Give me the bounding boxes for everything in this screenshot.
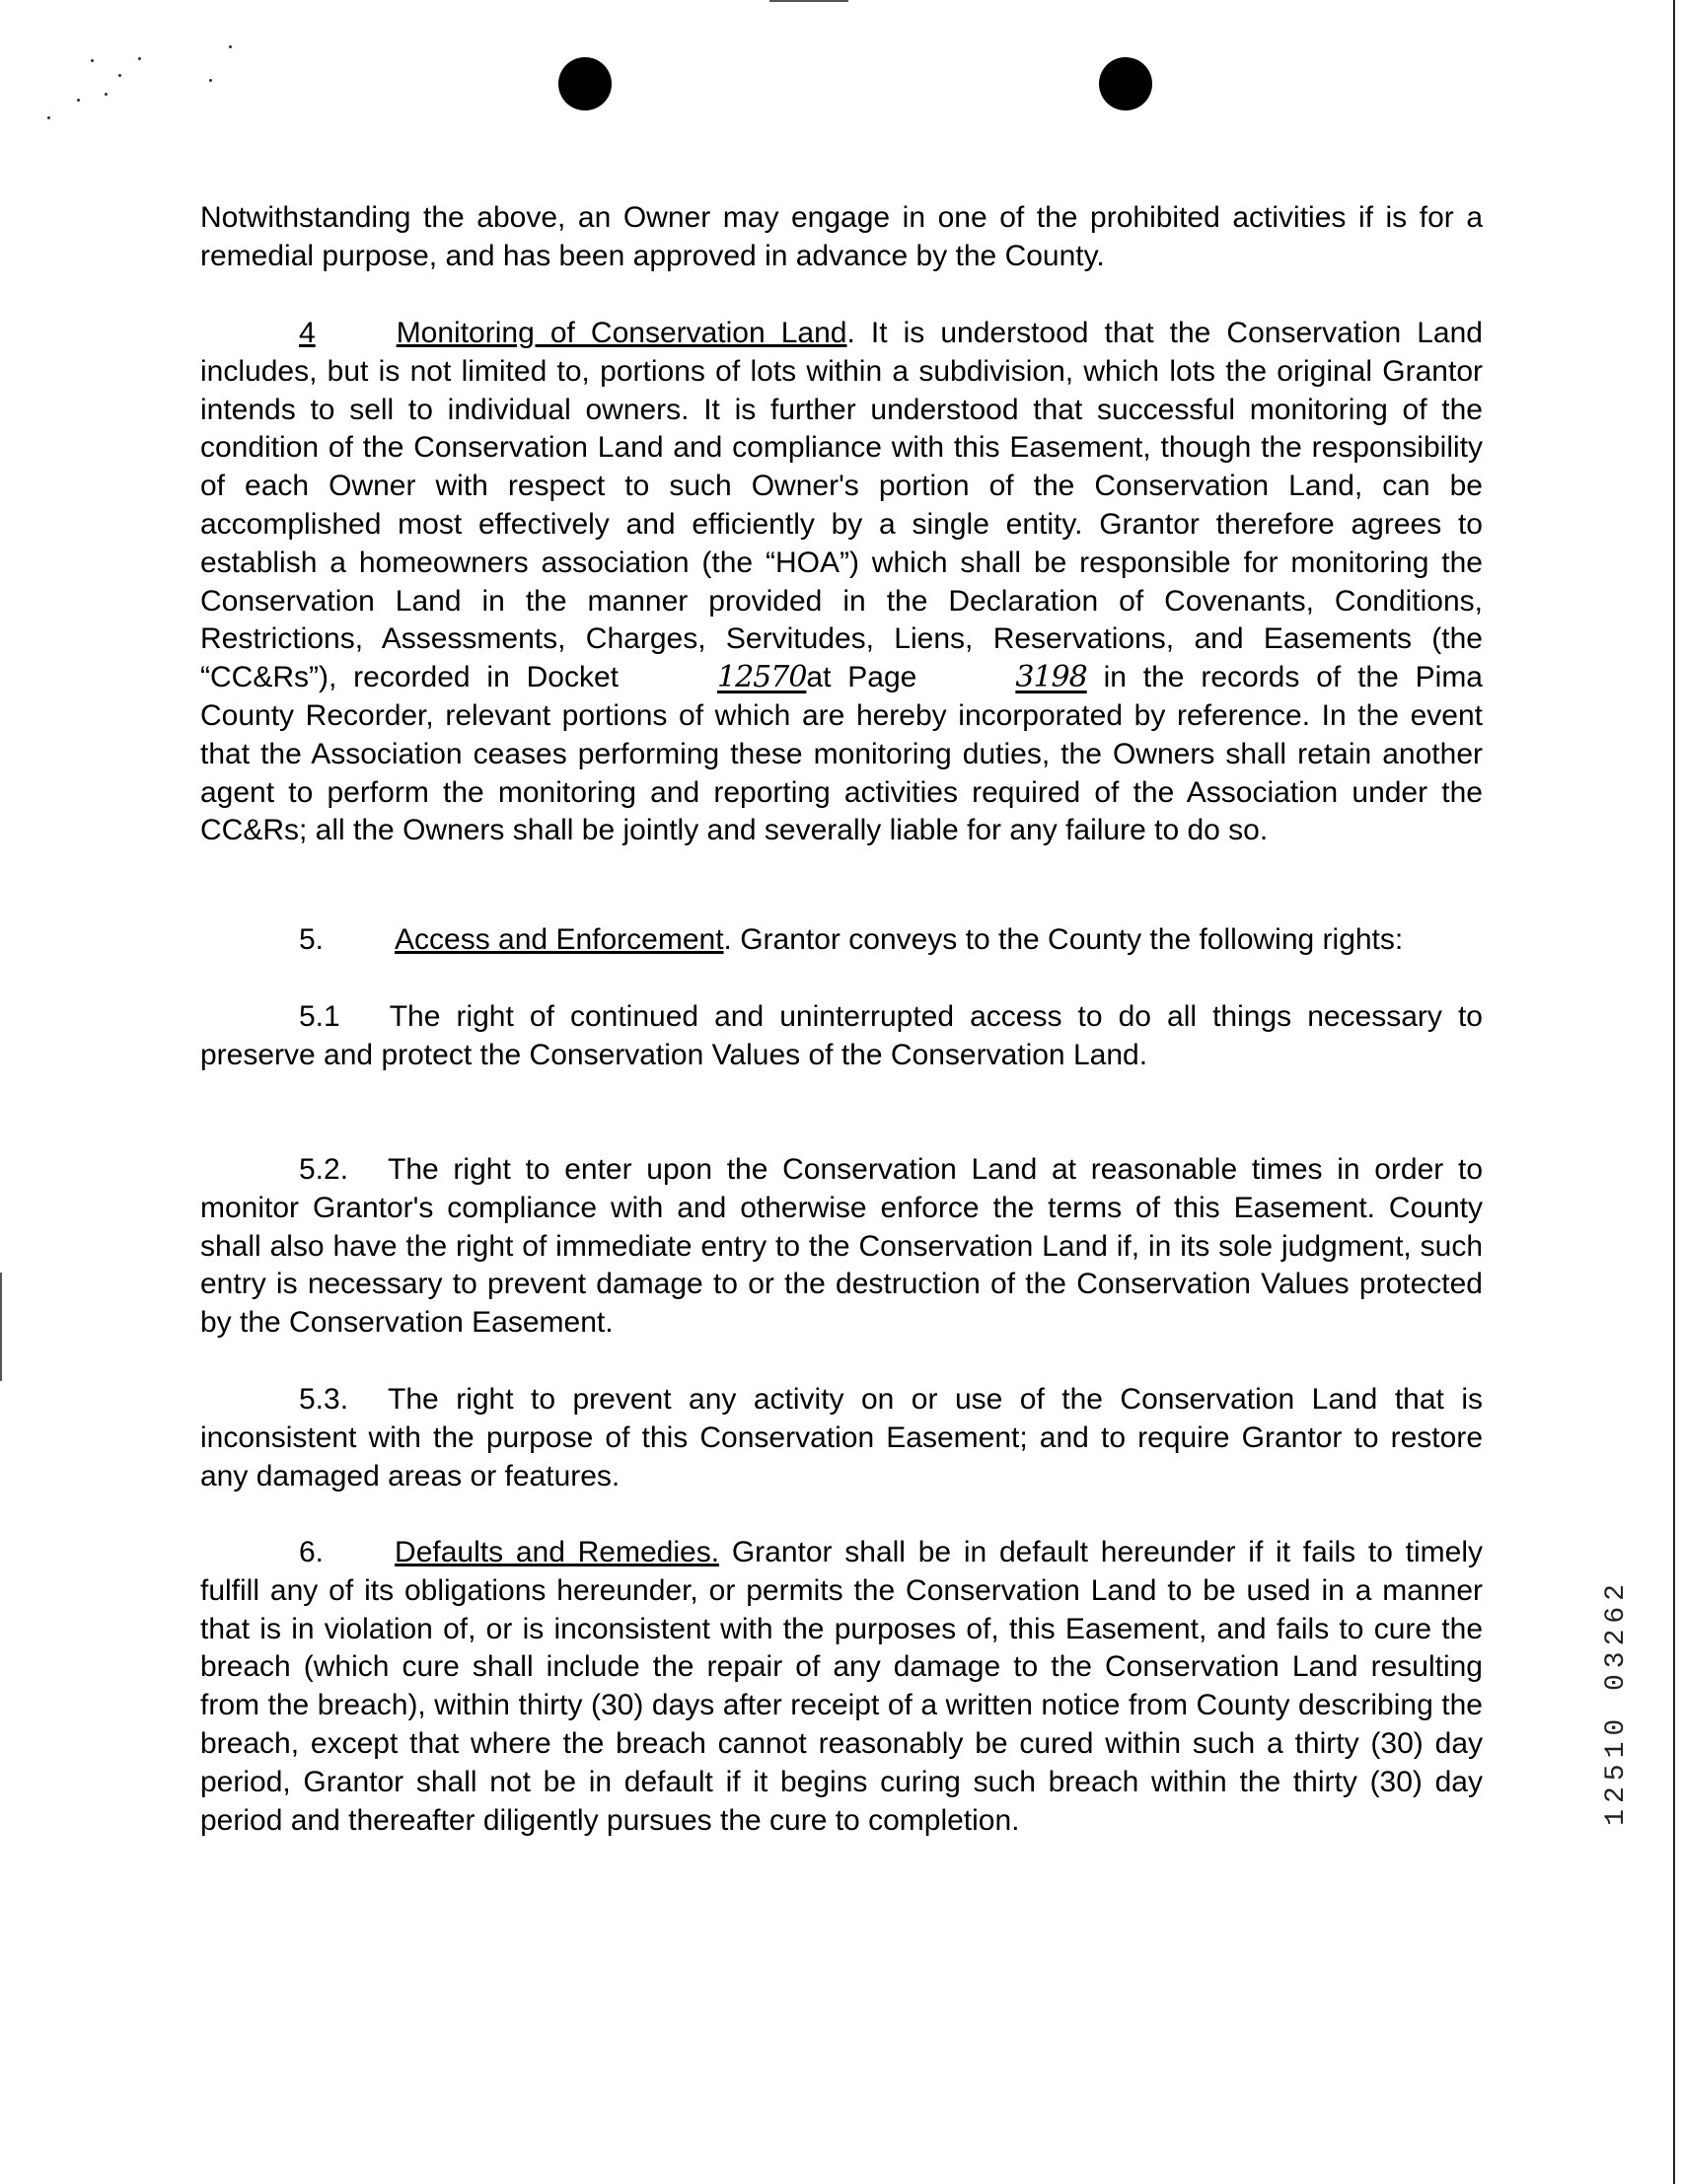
section-6-number: 6.: [299, 1536, 325, 1568]
section-5-number: 5.: [299, 923, 325, 956]
section-6-heading: Defaults and Remedies.: [395, 1536, 720, 1568]
section-5-1-number: 5.1: [299, 1000, 340, 1033]
page-number-handwritten: 3198: [1015, 660, 1087, 695]
docket-number-handwritten: 12570: [716, 660, 807, 695]
section-5-intro-text: . Grantor conveys to the County the following rights:: [723, 923, 1404, 956]
section-5: [200, 921, 1483, 960]
scan-edge-top: [769, 0, 848, 2]
section-4-body-a: . It is understood that the Conservation Land includes, but is not limited to, portions of lots within a subdivision, which lots the original Grantor intends to sell to individual owners. It is further understood that successful monitoring of the condition of the Conservation Land and compliance with this Easement, though the responsibility of each Owner with respect to such Owner's portion of the Conservation Land, can be accomplished most effectively and efficiently by a single entity. Grantor therefore agrees to establish a homeowners association (the “HOA”) which shall be responsible for monitoring the Conservation Land in the manner provided in the Declaration of Covenants, Conditions, Restrictions, Assessments, Charges, Servitudes, Liens, Reservations, and Easements (the “CC&Rs”), recorded in Docket: [200, 317, 1483, 694]
punch-hole-right-icon: [1099, 57, 1152, 110]
section-6-body: Grantor shall be in default hereunder if it fails to timely fulfill any of its obligations hereunder, or permits the Conservation Land to be used in a manner that is in violation of, or is inconsistent with the purposes of, this Easement, and fails to cure the breach (which cure shall include the repair of any damage to the Conservation Land resulting from the breach), within thirty (30) days after receipt of a written notice from County describing the breach, except that where the breach cannot reasonably be cured within such a thirty (30) day period, Grantor shall not be in default if it begins curing such breach within the thirty (30) day period and thereafter diligently pursues the cure to completion.: [200, 1536, 1484, 1837]
scan-speck: [118, 74, 121, 77]
scan-speck: [77, 99, 80, 102]
section-5-2-number: 5.2.: [299, 1153, 349, 1186]
scan-speck: [209, 79, 212, 82]
punch-hole-left-icon: [558, 57, 612, 110]
section-5-3-text: The right to prevent any activity on or use of the Conservation Land that is inconsistent with the purpose of this Conservation Easement; and to require Grantor to restore any damaged areas or features.: [200, 1383, 1483, 1492]
section-5-3-paragraph: [200, 1381, 1483, 1495]
section-5-intro: [200, 921, 1483, 960]
section-5-1-text: The right of continued and uninterrupted access to do all things necessary to preserve and protect the Conservation Values of the Conservation Land.: [200, 1000, 1483, 1071]
section-5-2: [200, 1151, 1483, 1343]
recorder-stamp: 12510 03262: [1601, 1578, 1632, 1826]
scan-speck: [47, 116, 50, 119]
scan-speck: [105, 93, 108, 96]
section-6: [200, 1534, 1483, 1840]
intro-paragraph: [200, 199, 1483, 276]
section-5-1-paragraph: [200, 998, 1483, 1075]
section-4-paragraph: [200, 315, 1483, 850]
section-4-heading: Monitoring of Conservation Land: [396, 317, 847, 349]
scan-edge-right: [1673, 0, 1675, 2184]
section-5-2-text: The right to enter upon the Conservation Land at reasonable times in order to monitor Grantor's compliance with and otherwise enforce the terms of this Easement. County shall also have the right of immediate entry to the Conservation Land if, in its sole judgment, such entry is necessary to prevent damage to or the destruction of the Conservation Values protected by the Conservation Easement.: [200, 1153, 1483, 1340]
section-5-1: [200, 998, 1483, 1075]
scan-speck: [138, 57, 141, 60]
scan-edge-left: [0, 1273, 2, 1381]
scan-speck: [229, 45, 232, 48]
section-5-3-number: 5.3.: [299, 1383, 349, 1416]
scan-speck: [91, 59, 94, 62]
section-4-body-b: at Page: [806, 661, 917, 694]
section-4: [200, 315, 1483, 850]
section-5-heading: Access and Enforcement: [395, 923, 724, 956]
section-5-3: [200, 1381, 1483, 1495]
section-4-number: 4: [299, 317, 316, 349]
section-6-paragraph: [200, 1534, 1483, 1840]
section-5-2-paragraph: [200, 1151, 1483, 1343]
section-4-body-c: in the records of the Pima County Recorder, relevant portions of which are hereby incorporated by reference. In the event that the Association ceases performing these monitoring duties, the Owners shall retain another agent to perform the monitoring and reporting activities required of the Association under the CC&Rs; all the Owners shall be jointly and severally liable for any failure to do so.: [200, 661, 1483, 847]
intro-text: Notwithstanding the above, an Owner may engage in one of the prohibited activities if is for a remedial purpose, and has been approved in advance by the County.: [200, 201, 1483, 272]
